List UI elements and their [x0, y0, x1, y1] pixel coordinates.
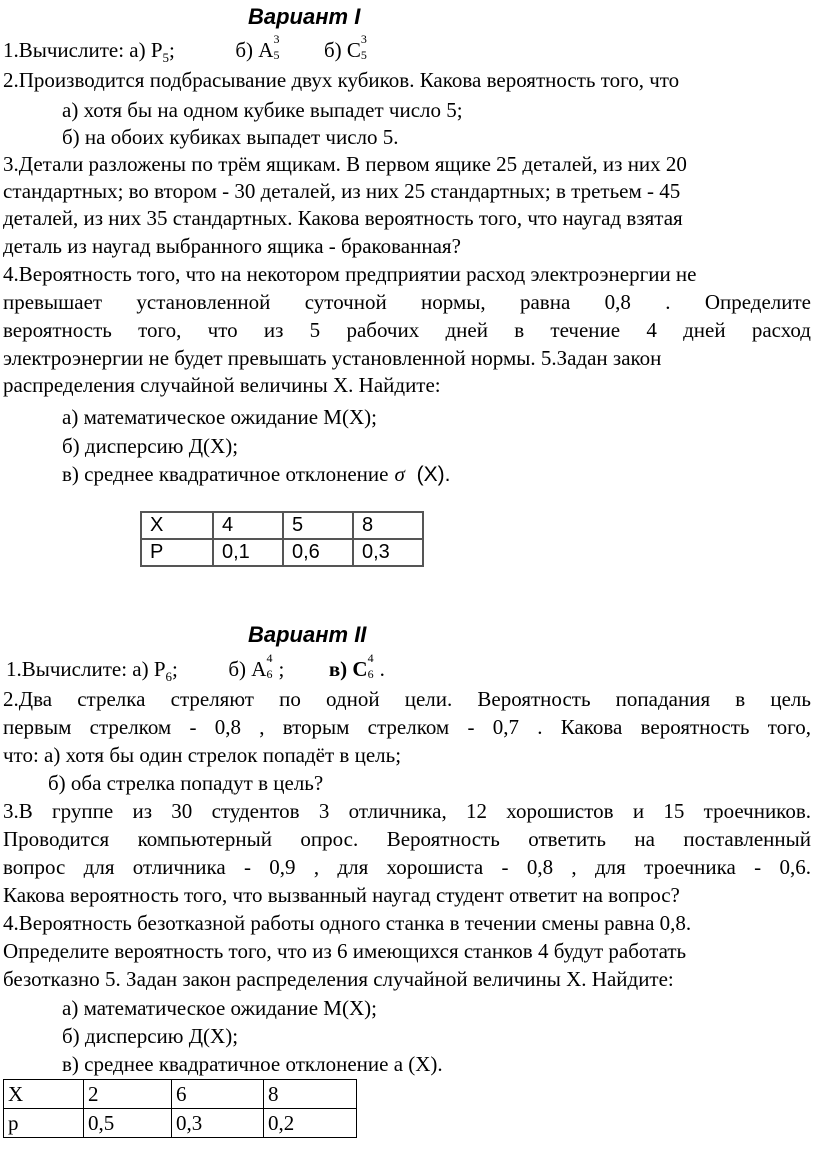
table-cell: р — [4, 1109, 84, 1138]
v1-q1-sep: ; — [169, 38, 175, 62]
v1-q1-label: 1.Вычислите: а) Р — [3, 38, 163, 62]
variant-2-title: Вариант II — [248, 622, 367, 647]
v2-distribution-table — [3, 1079, 357, 1138]
v1-q1-a-sup: 3 — [273, 32, 280, 46]
v2-q1-label: 1.Вычислите: а) Р — [6, 657, 166, 681]
v1-q4-line-2: превышает установленной суточной нормы, равна 0,8 . Определите — [3, 290, 811, 314]
v1-q1-c-sup: 3 — [360, 32, 367, 46]
v2-q1-b-label: б) А — [228, 657, 267, 681]
v2-q1-end: . — [379, 657, 385, 681]
variant-1-title: Вариант I — [248, 4, 361, 29]
v2-q2-b: б) оба стрелка попадут в цель? — [48, 771, 324, 795]
table-row — [4, 1080, 357, 1109]
v1-item-c-tail: (X). — [410, 463, 451, 486]
table-cell: 6 — [172, 1080, 264, 1109]
v1-q1-arrangement — [235, 32, 280, 63]
v2-item-c: в) среднее квадратичное отклонение а (X). — [62, 1052, 443, 1076]
v1-q3-line-2: стандартных; во втором - 30 деталей, из них 25 стандартных; в третьем - 45 — [3, 179, 681, 203]
v1-q4-line-5: распределения случайной величины X. Найдите: — [3, 373, 441, 397]
v1-q3-line-1: 3.Детали разложены по трём ящикам. В первом ящике 25 деталей, из них 20 — [3, 152, 687, 176]
v2-q3-line-4: Какова вероятность того, что вызванный наугад студент ответит на вопрос? — [3, 883, 680, 907]
v1-q4-line-3: вероятность того, что из 5 рабочих дней в течение 4 дней расход — [3, 318, 811, 342]
v2-q1-c-sup: 4 — [367, 651, 374, 665]
table-cell: 8 — [264, 1080, 357, 1109]
v2-q1-arrangement — [228, 651, 273, 682]
v1-q4-line-4: электроэнергии не будет превышать установленной нормы. 5.Задан закон — [3, 346, 662, 370]
v1-q3-line-4: деталь из наугад выбранного ящика - бракованная? — [3, 234, 461, 258]
table-cell: P — [141, 539, 213, 566]
table-cell: 5 — [283, 512, 353, 539]
v2-q2-a: что: а) хотя бы один стрелок попадёт в цель; — [3, 743, 402, 767]
v1-q3-line-3: деталей, из них 35 стандартных. Какова вероятность того, что наугад взятая — [3, 206, 683, 230]
v2-q1-c-label: в) С — [328, 657, 368, 681]
table-cell: X — [4, 1080, 84, 1109]
v1-q1-c-sub: 5 — [360, 48, 367, 62]
v1-item-c — [62, 461, 450, 488]
v2-q2-line-2: первым стрелком - 0,8 , вторым стрелком - 0,7 . Какова вероятность того, — [3, 715, 811, 739]
table-row — [4, 1109, 357, 1138]
v2-q4-line-1: 4.Вероятность безотказной работы одного станка в течении смены равна 0,8. — [3, 911, 692, 935]
v2-q1-c-sub: 6 — [367, 667, 374, 681]
table-cell: 0,1 — [213, 539, 283, 566]
v2-q1-combination — [328, 651, 374, 682]
v2-item-b: б) дисперсию Д(X); — [62, 1024, 239, 1048]
v1-item-a: а) математическое ожидание М(X); — [62, 405, 377, 429]
table-cell: 0,5 — [84, 1109, 172, 1138]
table-cell: 2 — [84, 1080, 172, 1109]
v2-q1-a-sub: 6 — [266, 667, 273, 681]
table-cell: 0,3 — [353, 539, 423, 566]
v2-q1-p-sub: 6 — [165, 669, 173, 685]
table-cell: 0,2 — [264, 1109, 357, 1138]
v1-q2-b: б) на обоих кубиках выпадет число 5. — [62, 125, 399, 149]
v2-q2-line-1: 2.Два стрелка стреляют по одной цели. Вероятность попадания в цель — [3, 687, 811, 711]
v2-q1-sep: ; — [172, 657, 178, 681]
table-cell: 8 — [353, 512, 423, 539]
v2-q3-line-1: 3.В группе из 30 студентов 3 отличника, 12 хорошистов и 15 троечников. — [3, 799, 811, 823]
table-cell: 0,6 — [283, 539, 353, 566]
v1-distribution-table — [140, 511, 424, 567]
v2-q1-a-sup: 4 — [266, 651, 273, 665]
sigma-symbol: σ — [394, 462, 405, 486]
v1-q1-combination — [323, 32, 367, 63]
v2-q1-sep2: ; — [278, 657, 285, 681]
table-row — [141, 539, 423, 566]
table-cell: 0,3 — [172, 1109, 264, 1138]
v2-q3-line-2: Проводится компьютерный опрос. Вероятность ответить на поставленный — [3, 827, 811, 851]
v2-q4-line-3: безотказно 5. Задан закон распределения случайной величины X. Найдите: — [3, 967, 674, 991]
v1-item-b: б) дисперсию Д(X); — [62, 434, 239, 458]
v1-q1-c-label: б) С — [323, 38, 361, 62]
v1-q1-b-label: б) А — [235, 38, 274, 62]
v2-q4-line-2: Определите вероятность того, что из 6 имеющихся станков 4 будут работать — [3, 939, 687, 963]
table-cell: X — [141, 512, 213, 539]
v1-q2-a: а) хотя бы на одном кубике выпадет число 5; — [62, 98, 463, 122]
table-cell: 4 — [213, 512, 283, 539]
v1-q1-a-sub: 5 — [273, 48, 280, 62]
v1-item-c-text: в) среднее квадратичное отклонение — [62, 462, 389, 486]
v2-q3-line-3: вопрос для отличника - 0,9 , для хорошиста - 0,8 , для троечника - 0,6. — [3, 855, 811, 879]
v1-q2-text: 2.Производится подбрасывание двух кубиков. Какова вероятность того, что — [3, 68, 680, 92]
v1-q4-line-1: 4.Вероятность того, что на некотором предприятии расход электроэнергии не — [3, 262, 697, 286]
table-row — [141, 512, 423, 539]
v1-q1-p-sub: 5 — [162, 50, 170, 66]
v2-item-a: а) математическое ожидание М(X); — [62, 996, 377, 1020]
